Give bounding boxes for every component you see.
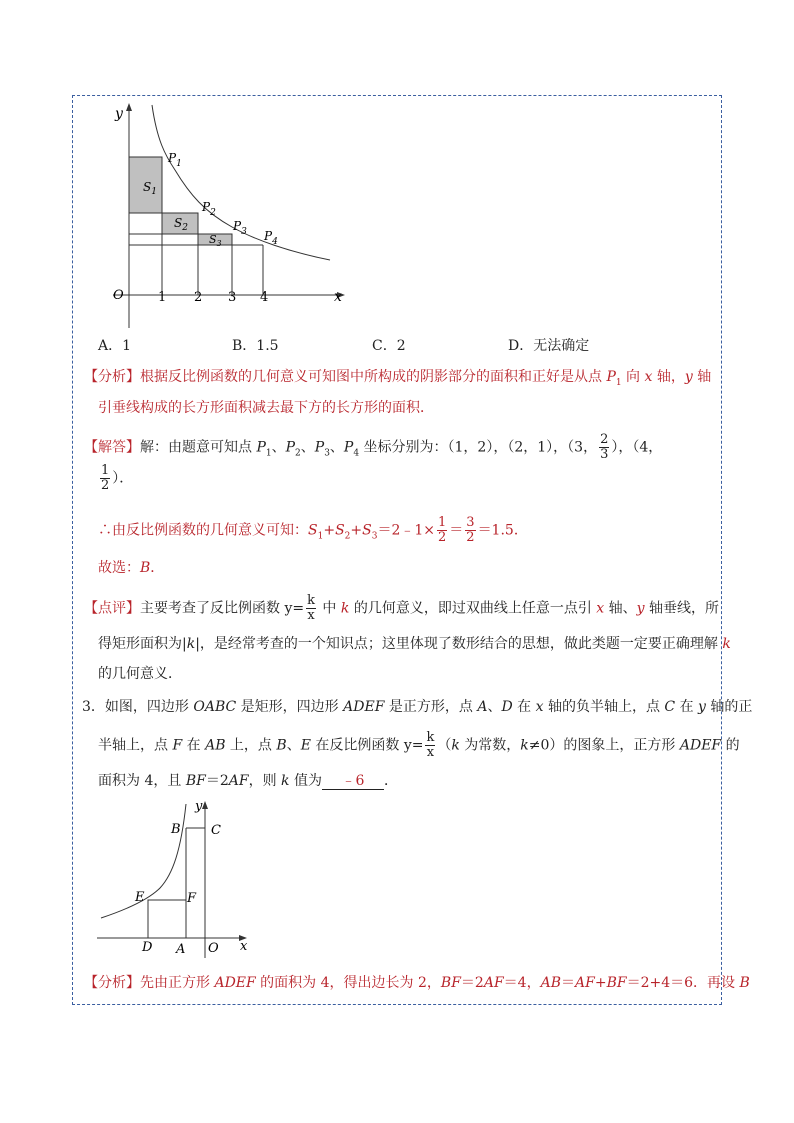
origin-label: O [208,941,219,956]
choice-d: D．无法确定 [508,338,590,354]
point-label-p4: $P_4$ [264,229,278,247]
x-axis-label: x [334,289,342,305]
review-1-line-2: 得矩形面积为|k|，是经常考查的一个知识点；这里体现了数形结合的思想，做此类题一定要正确理解 k [98,636,731,652]
x-axis-label: x [240,939,248,954]
analysis-1-line-1: 【分析】根据反比例函数的几何意义可知图中所构成的阴影部分的面积和正好是从点 $P_1$ 向 x 轴，y 轴 [84,369,712,388]
analysis-1-line-2: 引垂线构成的长方形面积减去最下方的长方形的面积． [98,400,434,416]
point-label-p2: $P_2$ [202,200,216,218]
fraction: $\frac{1}{2}$ [101,463,110,493]
answer-blank: ﹣6 [322,773,384,790]
point-label-p1: $P_1$ [168,151,182,169]
review-1-line-3: 的几何意义． [98,666,182,682]
choice-b: B．1.5 [232,338,279,354]
solution-1-line-3: ∴由反比例函数的几何意义可知：$S_1+S_2+S_3=2﹣1\times$ $\frac{1}{2}$ ＝ $\frac{3}{2}$ ＝1.5． [98,515,528,545]
tick-label: 2 [194,290,203,305]
fraction: $\frac{3}{2}$ [466,515,475,545]
region-label-s1: $S_1$ [143,180,157,197]
question-3-line-1: 3．如图，四边形 OABC 是矩形，四边形 ADEF 是正方形，点 A、D 在 x 轴的负半轴上，点 C 在 y 轴的正 [82,699,753,715]
choose-answer-1: 故选：B． [98,560,165,576]
point-label-e: E [135,890,145,905]
region-label-s3: $S_3$ [209,233,222,248]
fraction: $\frac{k}{x}$ [426,730,435,760]
analysis-tag: 【分析】 [84,369,140,385]
point-label-p3: $P_3$ [233,219,247,237]
solution-tag: 【解答】 [84,439,140,456]
choice-c: C．2 [372,338,406,354]
fraction: $\frac{k}{x}$ [307,593,315,623]
origin-label: O [113,288,124,303]
analysis-tag: 【分析】 [84,975,140,991]
hyperbola-graph-1 [105,100,350,335]
point-label-d: D [142,940,153,955]
review-tag: 【点评】 [84,600,140,617]
question-number: 3． [82,699,105,715]
analysis-3-line-1: 【分析】先由正方形 ADEF 的面积为 4，得出边长为 2，BF＝2AF＝4，AB＝AF+BF＝2+4＝6．再设 B [84,975,750,991]
tick-label: 1 [158,290,167,305]
solution-1-line-2: $\frac{1}{2}$ ）． [101,463,134,493]
point-label-c: C [211,823,221,838]
point-label-a: A [176,942,186,957]
question-3-line-2: 半轴上，点 F 在 AB 上，点 B、E 在反比例函数 y= $\frac{k}{x}$ （k 为常数，k≠0）的图象上，正方形 ADEF 的 [98,730,740,760]
fraction: $\frac{1}{2}$ [438,515,447,545]
choice-a: A．1 [98,338,132,354]
y-axis-label: y [115,106,123,122]
review-1-line-1: 【点评】主要考查了反比例函数 y= $\frac{k}{x}$ 中 k 的几何意义，即过双曲线上任意一点引 x 轴、y 轴垂线，所 [84,593,720,623]
tick-label: 4 [260,290,269,305]
region-label-s2: $S_2$ [174,216,188,233]
point-label-f: F [187,891,197,906]
solution-1-line-1: 【解答】解：由题意可知点 $P_1$、$P_2$、$P_3$、$P_4$ 坐标分别为：（1，2），（2，1），（3， $\frac{2}{3}$ ），（4， [84,432,663,462]
y-axis-label: y [195,799,203,814]
point-label-b: B [171,822,181,837]
fraction: $\frac{2}{3}$ [600,432,609,462]
tick-label: 3 [228,290,237,305]
question-3-line-3: 面积为 4，且 BF＝2AF，则 k 值为 ﹣6 ． [98,773,398,789]
question-3-graph [95,798,255,958]
square-adef [148,900,186,938]
